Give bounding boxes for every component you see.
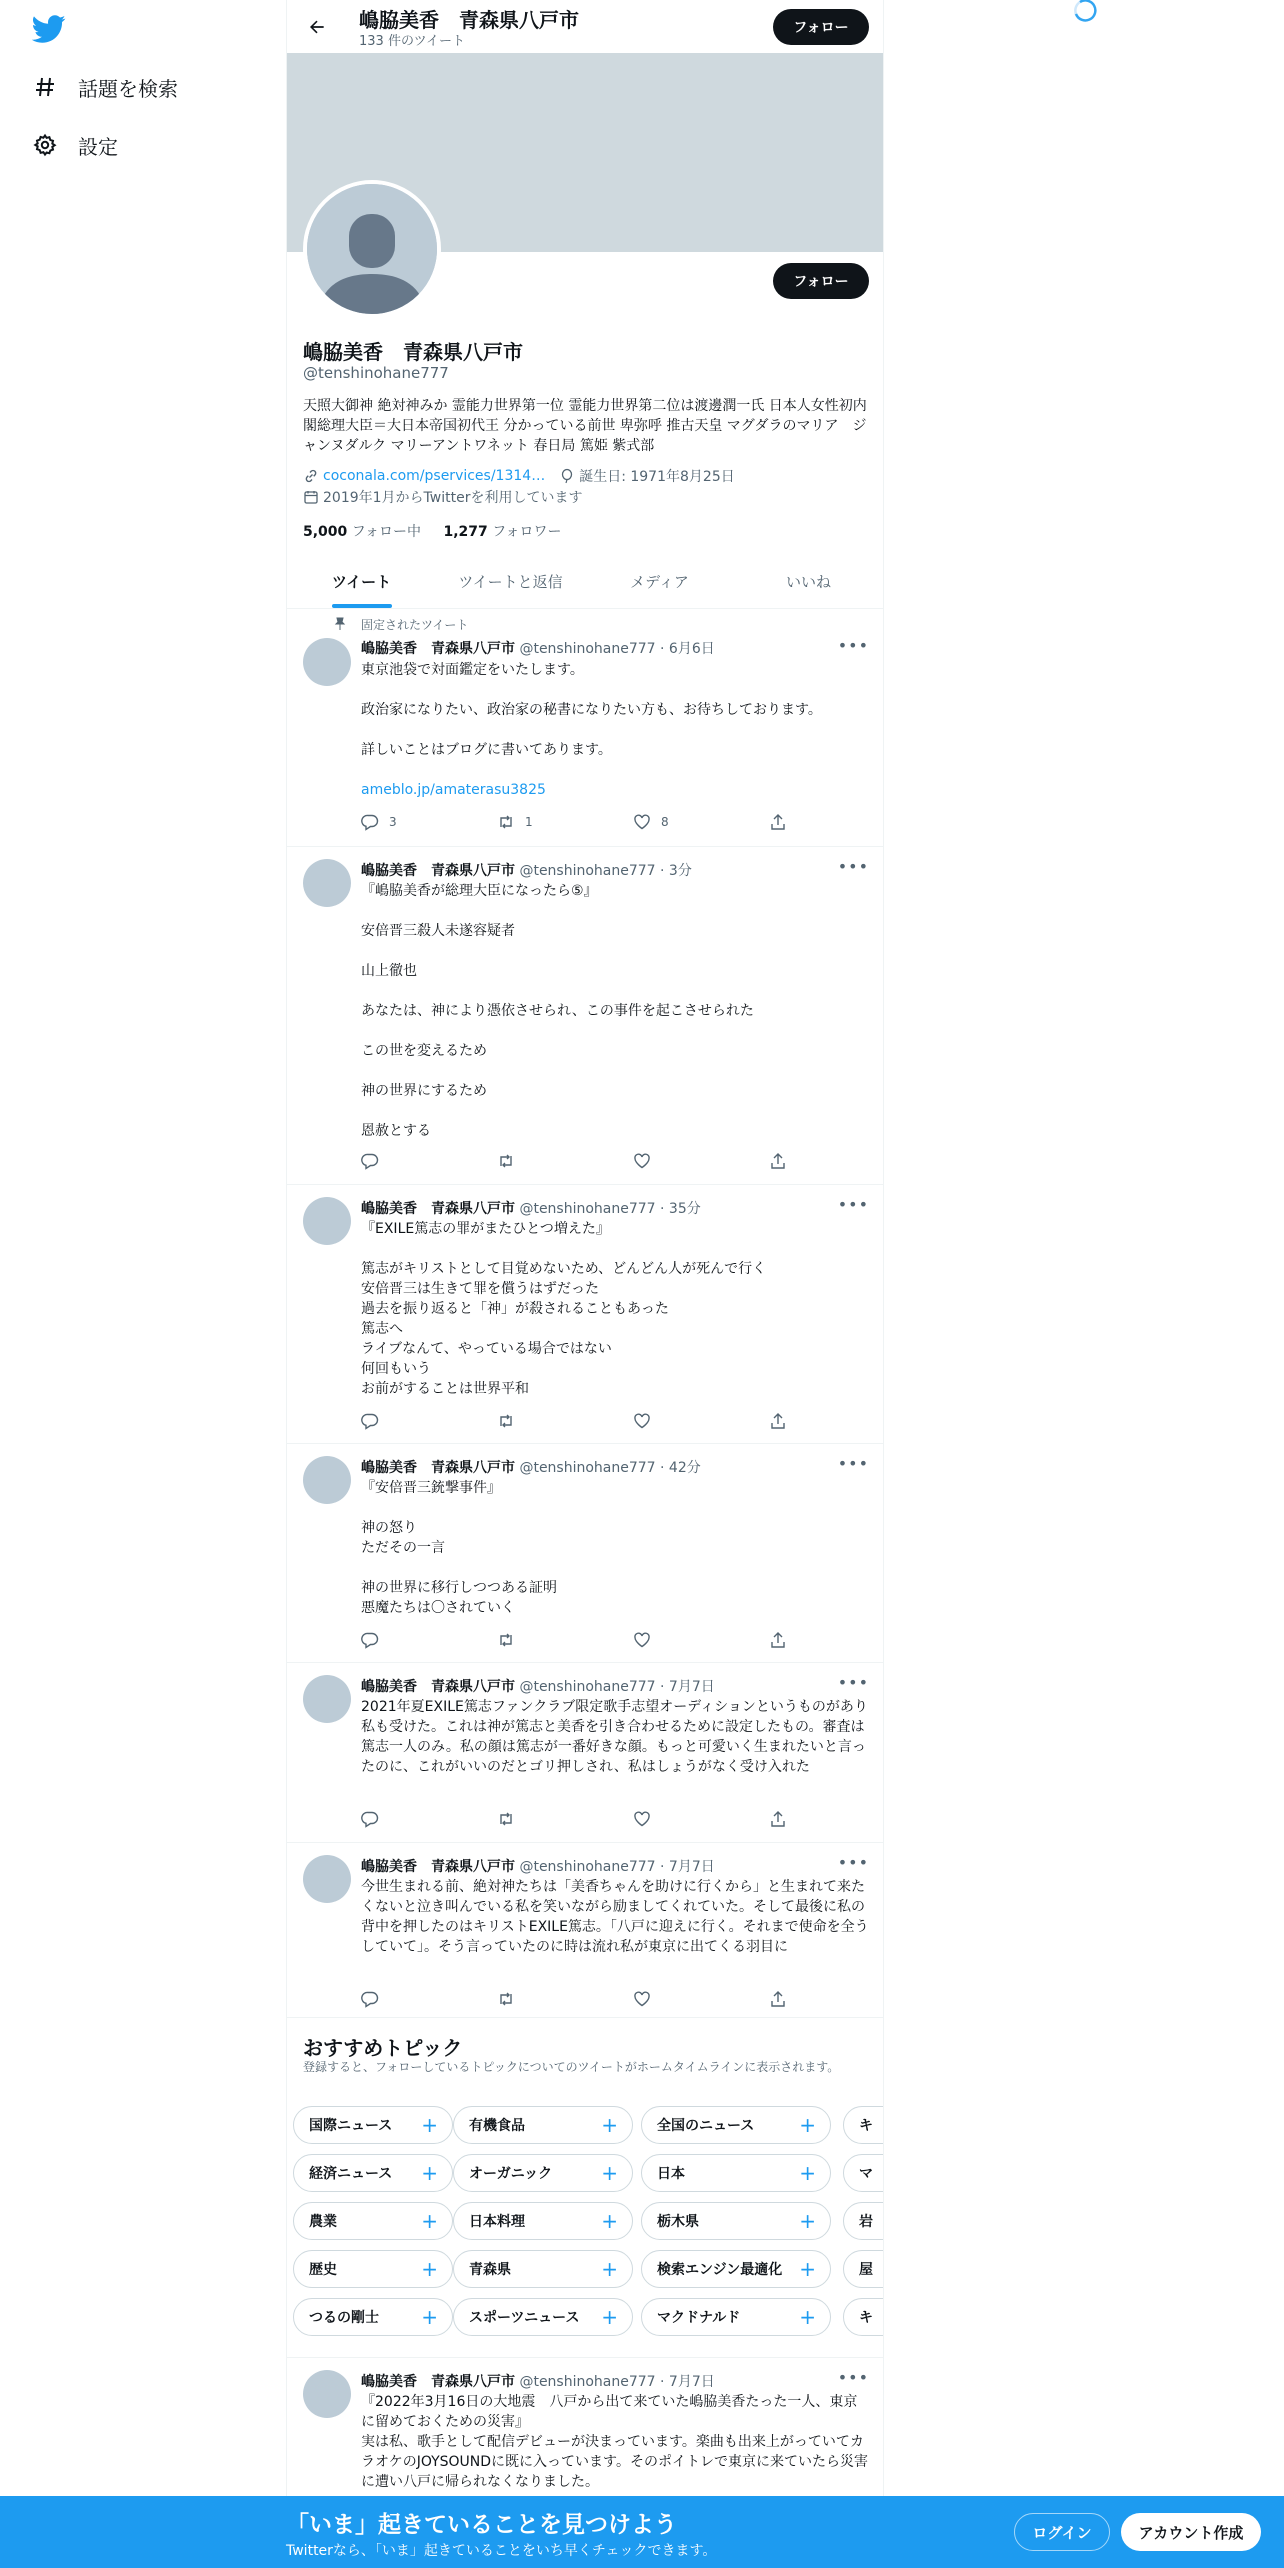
share-button[interactable]	[769, 1989, 797, 2009]
tweet-actions	[361, 1809, 801, 1829]
tweet-item[interactable]	[287, 1843, 883, 2018]
topic-chip[interactable]	[293, 2298, 453, 2336]
plus-icon: +	[421, 2209, 438, 2233]
topic-label: マクドナルド	[657, 2310, 741, 2326]
more-options-icon[interactable]: •••	[837, 636, 869, 655]
pin-icon	[333, 616, 347, 630]
topic-chip[interactable]	[843, 2202, 883, 2240]
share-icon	[769, 813, 787, 831]
topic-label: 屋	[859, 2262, 873, 2278]
twitter-bird-icon[interactable]	[32, 12, 66, 46]
topic-label: 検索エンジン最適化	[657, 2262, 783, 2278]
tweet-author-name[interactable]: 嶋脇美香 青森県八戸市	[361, 863, 515, 879]
signup-button[interactable]: アカウント作成	[1121, 2513, 1261, 2551]
back-button[interactable]	[299, 9, 335, 45]
topic-chip[interactable]	[453, 2250, 633, 2288]
retweet-icon	[497, 1631, 515, 1649]
retweet-button[interactable]	[497, 1809, 525, 1829]
bottom-bar-subtitle: Twitterなら、「いま」起きていることをいち早くチェックできます。	[286, 2543, 717, 2559]
share-icon	[769, 1810, 787, 1828]
more-options-icon[interactable]: •••	[837, 1673, 869, 1692]
pinned-label: 固定されたツイート	[361, 618, 469, 632]
avatar[interactable]	[303, 1456, 351, 1504]
topic-chip[interactable]	[843, 2154, 883, 2192]
topic-chip[interactable]	[843, 2298, 883, 2336]
topic-label: 日本	[657, 2166, 685, 2182]
nav-settings[interactable]	[32, 125, 118, 165]
retweet-icon	[497, 1810, 515, 1828]
header-tweet-count: 133 件のツイート	[359, 34, 466, 49]
tweet-actions	[361, 1989, 801, 2009]
tweet-link[interactable]: ameblo.jp/amaterasu3825	[361, 782, 546, 798]
topic-chip[interactable]	[453, 2298, 633, 2336]
plus-icon: +	[421, 2305, 438, 2329]
reply-icon	[361, 813, 379, 831]
plus-icon: +	[799, 2257, 816, 2281]
topic-label: 歴史	[309, 2262, 337, 2278]
plus-icon: +	[421, 2257, 438, 2281]
share-icon	[769, 1152, 787, 1170]
tweet-author-name[interactable]: 嶋脇美香 青森県八戸市	[361, 2374, 515, 2390]
nav-settings-label: 設定	[78, 134, 118, 159]
profile-birthday: 誕生日: 1971年8月25日	[579, 469, 735, 485]
topic-label: マ	[859, 2166, 873, 2182]
avatar[interactable]	[303, 1675, 351, 1723]
profile-website-link[interactable]: coconala.com/pservices/1314…	[323, 468, 546, 484]
tweet-text	[361, 660, 871, 800]
plus-icon: +	[601, 2161, 618, 2185]
topic-chip[interactable]	[641, 2250, 831, 2288]
tweet-text: 『安倍晋三銃撃事件』 神の怒り ただその一言 神の世界に移行しつつある証明 悪魔たちは〇されていく	[361, 1480, 557, 1616]
reply-icon	[361, 1412, 379, 1430]
gear-icon	[32, 132, 58, 158]
tweet-meta: @tenshinohane777 · 7月7日	[515, 1859, 715, 1875]
tweet-meta: @tenshinohane777 · 35分	[515, 1201, 701, 1217]
topic-chip[interactable]	[293, 2202, 453, 2240]
profile-handle: @tenshinohane777	[303, 364, 449, 382]
bottom-bar-title: 「いま」起きていることを見つけよう	[286, 2512, 677, 2538]
heart-icon	[633, 1412, 651, 1430]
calendar-icon	[303, 489, 319, 505]
plus-icon: +	[601, 2257, 618, 2281]
topic-label: オーガニック	[469, 2166, 553, 2182]
tweet-text-content: 東京池袋で対面鑑定をいたします。 政治家になりたい、政治家の秘書になりたい方も、お待ちしております。 詳しいことはブログに書いてあります。	[361, 662, 822, 758]
tweet-author-name[interactable]: 嶋脇美香 青森県八戸市	[361, 641, 515, 657]
profile-name: 嶋脇美香 青森県八戸市	[303, 340, 523, 364]
plus-icon: +	[799, 2113, 816, 2137]
topic-label: キ	[859, 2310, 873, 2326]
balloon-icon	[559, 468, 575, 484]
tweet-author-name[interactable]: 嶋脇美香 青森県八戸市	[361, 1859, 515, 1875]
suggested-topics	[287, 2018, 883, 2358]
reply-icon	[361, 1990, 379, 2008]
topics-subtitle: 登録すると、フォローしているトピックについてのツイートがホームタイムラインに表示されます。	[303, 2060, 840, 2074]
like-button[interactable]	[633, 1151, 661, 1171]
tweet-header	[361, 860, 692, 880]
like-button[interactable]	[633, 1809, 661, 1829]
like-button[interactable]	[633, 1411, 661, 1431]
profile-avatar[interactable]	[303, 180, 441, 318]
heart-icon	[633, 813, 651, 831]
tweet-item[interactable]	[287, 610, 883, 847]
tweet-author-name[interactable]: 嶋脇美香 青森県八戸市	[361, 1679, 515, 1695]
tweet-actions	[361, 1411, 801, 1431]
topic-label: 日本料理	[469, 2214, 525, 2230]
nav-explore-label: 話題を検索	[78, 76, 178, 101]
followers-count: 1,277	[443, 524, 488, 540]
tweet-header	[361, 1856, 715, 1876]
share-icon	[769, 1990, 787, 2008]
avatar[interactable]	[303, 638, 351, 686]
tweet-meta: @tenshinohane777 · 3分	[515, 863, 692, 879]
retweet-icon	[497, 1990, 515, 2008]
retweet-icon	[497, 1152, 515, 1170]
plus-icon: +	[799, 2161, 816, 2185]
plus-icon: +	[421, 2161, 438, 2185]
topic-label: スポーツニュース	[469, 2310, 580, 2326]
default-avatar-icon	[307, 184, 437, 314]
plus-icon: +	[601, 2113, 618, 2137]
avatar[interactable]	[303, 1197, 351, 1245]
tweet-meta: @tenshinohane777 · 7月7日	[515, 2374, 715, 2390]
like-button[interactable]	[633, 812, 669, 832]
following-label: フォロー中	[347, 524, 422, 540]
like-button[interactable]	[633, 1989, 661, 2009]
topic-label: 農業	[309, 2214, 337, 2230]
share-button[interactable]	[769, 1809, 797, 1829]
reply-button[interactable]	[361, 1989, 389, 2009]
retweet-icon	[497, 813, 515, 831]
tweet-header	[361, 1457, 701, 1477]
reply-icon	[361, 1631, 379, 1649]
tweet-text: 『EXILE篤志の罪がまたひとつ増えた』 篤志がキリストとして目覚めないため、どんどん人が死んで行く 安倍晋三は生きて罪を償うはずだった 過去を振り返ると「神」が殺されることもあった 篤志へ ライブなんて、やっている場合ではない 何回もいう お前がすることは世界平和	[361, 1221, 767, 1397]
retweet-button[interactable]	[497, 1989, 525, 2009]
plus-icon: +	[601, 2209, 618, 2233]
profile-joined-date: 2019年1月からTwitterを利用しています	[323, 490, 583, 506]
share-icon	[769, 1631, 787, 1649]
topic-label: 有機食品	[469, 2118, 525, 2134]
tweet-item[interactable]	[287, 1185, 883, 1444]
header-profile-name: 嶋脇美香 青森県八戸市	[359, 8, 579, 32]
tweet-author-name[interactable]: 嶋脇美香 青森県八戸市	[361, 1201, 515, 1217]
heart-icon	[633, 1810, 651, 1828]
left-nav	[0, 0, 286, 2568]
reply-button[interactable]	[361, 812, 397, 832]
hashtag-icon	[32, 74, 58, 100]
profile-follow-button[interactable]: フォロー	[773, 263, 869, 299]
topic-label: キ	[859, 2118, 873, 2134]
followers-link[interactable]	[444, 524, 562, 540]
following-count: 5,000	[303, 524, 348, 540]
tweet-item[interactable]	[287, 1663, 883, 1843]
link-icon	[303, 468, 319, 484]
heart-icon	[633, 1631, 651, 1649]
reply-button[interactable]	[361, 1411, 389, 1431]
tweet-header	[361, 638, 715, 658]
tweet-header	[361, 1676, 715, 1696]
following-link[interactable]	[303, 524, 421, 540]
heart-icon	[633, 1990, 651, 2008]
profile-follow-stats	[303, 521, 562, 541]
profile-meta-row	[303, 466, 735, 486]
more-options-icon[interactable]: •••	[837, 1454, 869, 1473]
topic-label: 岩	[859, 2214, 873, 2230]
retweet-button[interactable]	[497, 812, 533, 832]
share-button[interactable]	[769, 1151, 797, 1171]
share-button[interactable]	[769, 812, 797, 832]
share-button[interactable]	[769, 1630, 797, 1650]
reply-count: 3	[389, 815, 397, 829]
plus-icon: +	[601, 2305, 618, 2329]
tweet-meta: @tenshinohane777 · 42分	[515, 1460, 701, 1476]
tab-media[interactable]: メディア	[630, 573, 689, 591]
login-button[interactable]: ログイン	[1014, 2513, 1110, 2551]
tweet-actions	[361, 1630, 801, 1650]
tweet-text: 『2022年3月16日の大地震 八戸から出て来ていた嶋脇美香たった一人、東京に留めておくための災害』 実は私、歌手として配信デビューが決まっています。楽曲も出来上がっていてカラオケのJOYSOUNDに既に入っています。そのポイトレで東京に来ていたら災害に遭い八戸に帰られなくなりました。	[361, 2394, 868, 2490]
tweet-item[interactable]	[287, 847, 883, 1185]
profile-header-bar	[287, 0, 883, 53]
more-options-icon[interactable]: •••	[837, 2368, 869, 2387]
retweet-button[interactable]	[497, 1630, 525, 1650]
topic-chip[interactable]	[453, 2154, 633, 2192]
topic-label: 栃木県	[657, 2214, 699, 2230]
topic-chip[interactable]	[641, 2202, 831, 2240]
topic-label: 経済ニュース	[309, 2166, 393, 2182]
retweet-button[interactable]	[497, 1411, 525, 1431]
avatar[interactable]	[303, 2370, 351, 2418]
retweet-count: 1	[525, 815, 533, 829]
tab-tweets[interactable]: ツイート	[287, 555, 436, 608]
topic-chip[interactable]	[843, 2250, 883, 2288]
plus-icon: +	[421, 2113, 438, 2137]
avatar[interactable]	[303, 859, 351, 907]
like-count: 8	[661, 815, 669, 829]
reply-icon	[361, 1810, 379, 1828]
more-options-icon[interactable]: •••	[837, 1853, 869, 1872]
profile-tabs	[287, 555, 883, 609]
topic-label: 国際ニュース	[309, 2118, 393, 2134]
more-options-icon[interactable]: •••	[837, 857, 869, 876]
reply-button[interactable]	[361, 1630, 389, 1650]
topic-label: 青森県	[469, 2262, 511, 2278]
tweet-author-name[interactable]: 嶋脇美香 青森県八戸市	[361, 1460, 515, 1476]
tweet-text: 2021年夏EXILE篤志ファンクラブ限定歌手志望オーディションというものがあり私も受けた。これは神が篤志と美香を引き合わせるために設定したもの。審査は篤志一人のみ。私の顔は篤志が一番好きな顔。もっと可愛いく生まれたいと言ったのに、これがいいのだとゴリ押しされ、私はしょうがなく受け入れた	[361, 1699, 868, 1775]
topic-chip[interactable]	[641, 2298, 831, 2336]
profile-bio: 天照大御神 絶対神みか 霊能力世界第一位 霊能力世界第二位は渡邊潤一氏 日本人女性初内閣総理大臣＝大日本帝国初代王 分かっている前世 卑弥呼 推古天皇 マグダラのマリア ジャンヌダルク マリーアントワネット 春日局 篤姫 紫式部	[303, 398, 867, 454]
heart-icon	[633, 1152, 651, 1170]
retweet-icon	[497, 1412, 515, 1430]
topic-chip[interactable]	[641, 2154, 831, 2192]
more-options-icon[interactable]: •••	[837, 1195, 869, 1214]
tweet-text: 今世生まれる前、絶対神たちは「美香ちゃんを助けに行くから」と生まれて来たくないと泣き叫んでいる私を笑いながら励ましてくれていた。そして最後に私の背中を押したのはキリストEXILE篤志。「八戸に迎えに行く。それまで使命を全うしていて」。そう言っていたのに時は流れ私が東京に出てくる羽目に	[361, 1879, 869, 1955]
tweet-actions	[361, 812, 801, 832]
topic-chip[interactable]	[293, 2250, 453, 2288]
profile-joined-row	[303, 487, 582, 507]
tweet-header	[361, 2371, 715, 2391]
topic-chip[interactable]	[641, 2106, 831, 2144]
tab-tweets-and-replies[interactable]: ツイートと返信	[458, 573, 563, 591]
tweet-text: 『嶋脇美香が総理大臣になったら⑤』 安倍晋三殺人未遂容疑者 山上徹也 あなたは、神により憑依させられ、この事件を起こさせられた この世を変えるため 神の世界にするため 恩赦とする	[361, 883, 754, 1139]
share-icon	[769, 1412, 787, 1430]
topic-chip[interactable]	[293, 2106, 453, 2144]
tab-likes[interactable]: いいね	[785, 573, 831, 591]
tweet-item[interactable]	[287, 1444, 883, 1663]
topic-chip[interactable]	[843, 2106, 883, 2144]
retweet-button[interactable]	[497, 1151, 525, 1171]
loading-spinner-icon	[1072, 0, 1108, 26]
share-button[interactable]	[769, 1411, 797, 1431]
topic-label: つるの剛士	[309, 2310, 379, 2326]
signup-bottom-bar	[0, 2496, 1284, 2568]
topic-chip[interactable]	[453, 2202, 633, 2240]
plus-icon: +	[799, 2209, 816, 2233]
followers-label: フォロワー	[487, 524, 562, 540]
like-button[interactable]	[633, 1630, 661, 1650]
tweet-meta: @tenshinohane777 · 6月6日	[515, 641, 715, 657]
topics-title: おすすめトピック	[303, 2036, 463, 2060]
reply-icon	[361, 1152, 379, 1170]
nav-explore[interactable]	[32, 67, 178, 107]
tweet-meta: @tenshinohane777 · 7月7日	[515, 1679, 715, 1695]
avatar[interactable]	[303, 1855, 351, 1903]
header-follow-button[interactable]: フォロー	[773, 9, 869, 45]
reply-button[interactable]	[361, 1151, 389, 1171]
topic-chip[interactable]	[453, 2106, 633, 2144]
arrow-left-icon	[307, 17, 327, 37]
plus-icon: +	[799, 2305, 816, 2329]
tweet-actions	[361, 1151, 801, 1171]
profile-column	[286, 0, 884, 2568]
topic-chip[interactable]	[293, 2154, 453, 2192]
reply-button[interactable]	[361, 1809, 389, 1829]
topic-label: 全国のニュース	[657, 2118, 755, 2134]
tweet-header	[361, 1198, 701, 1218]
